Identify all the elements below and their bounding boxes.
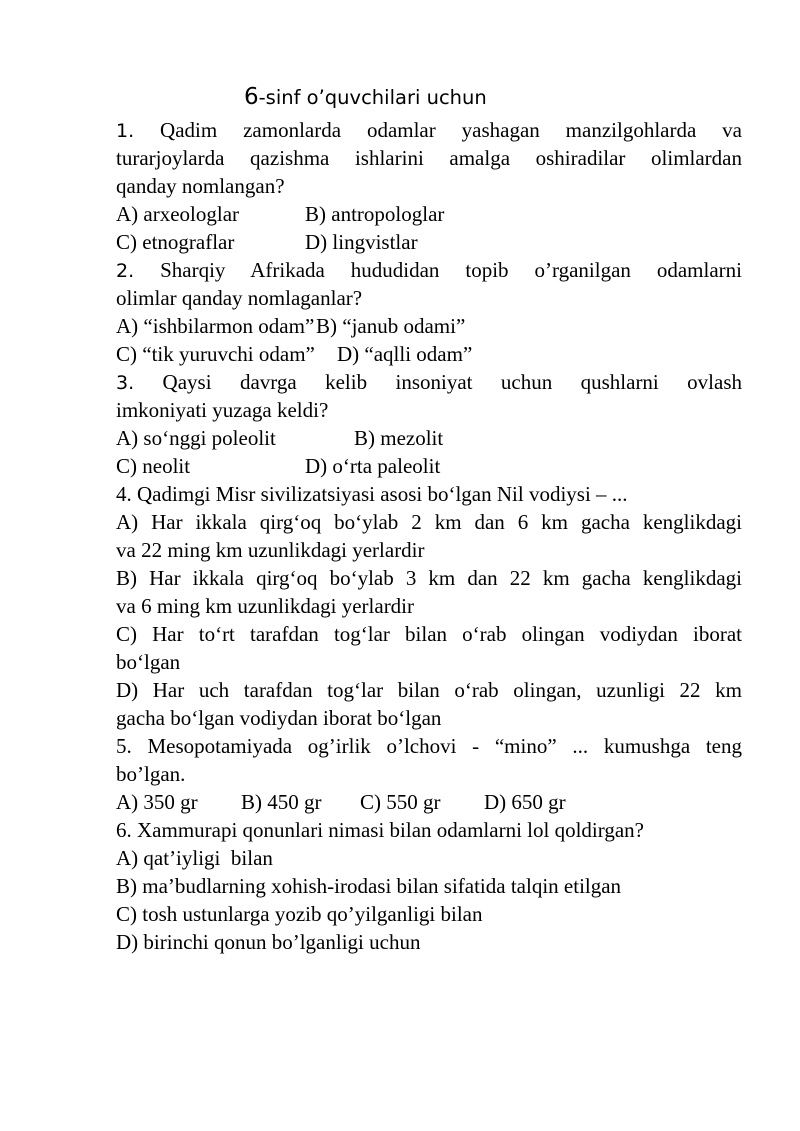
question-4-option-c-line-2: bo‘lgan bbox=[116, 650, 181, 674]
question-1-text-1: Qadim zamonlarda odamlar yashagan manzilgohlarda va bbox=[160, 118, 742, 142]
question-3-options-ab bbox=[116, 424, 742, 452]
question-3-option-a: A) so‘nggi poleolit bbox=[116, 426, 276, 450]
question-3 bbox=[116, 368, 742, 480]
question-1-option-a: A) arxeologlar bbox=[116, 202, 240, 226]
question-3-option-b: B) mezolit bbox=[354, 426, 444, 450]
question-1-options-cd bbox=[116, 228, 742, 256]
question-6-option-b: B) ma’budlarning xohish-irodasi bilan sifatida talqin etilgan bbox=[116, 874, 622, 898]
page-title bbox=[244, 83, 487, 112]
question-4-option-d-line-1: D) Har uch tarafdan tog‘lar bilan o‘rab olingan, uzunligi 22 km bbox=[116, 678, 742, 702]
question-1-number: 1. bbox=[116, 120, 135, 142]
title-grade-number: 6 bbox=[244, 84, 259, 110]
question-2-text-1: Sharqiy Afrikada hududidan topib o’rganilgan odamlarni bbox=[160, 258, 742, 282]
question-4 bbox=[116, 480, 742, 732]
title-text: -sinf o’quvchilari uchun bbox=[258, 86, 487, 109]
question-3-option-d: D) o‘rta paleolit bbox=[305, 454, 441, 478]
question-3-line-1 bbox=[116, 368, 742, 396]
question-5-option-d: D) 650 gr bbox=[484, 790, 566, 814]
question-3-line-2: imkoniyati yuzaga keldi? bbox=[116, 398, 329, 422]
question-2-option-b: B) “janub odami” bbox=[316, 314, 466, 338]
question-6-line-1: 6. Xammurapi qonunlari nimasi bilan odamlarni lol qoldirgan? bbox=[116, 818, 645, 842]
question-1-option-d: D) lingvistlar bbox=[305, 230, 418, 254]
question-3-text-1: Qaysi davrga kelib insoniyat uchun qushlarni ovlash bbox=[162, 370, 742, 394]
question-6 bbox=[116, 816, 742, 956]
question-list bbox=[116, 116, 742, 956]
question-5-option-a: A) 350 gr bbox=[116, 790, 198, 814]
question-4-option-a-line-1: A) Har ikkala qirg‘oq bo‘ylab 2 km dan 6 km gacha kenglikdagi bbox=[116, 510, 742, 534]
question-2-number: 2. bbox=[116, 260, 135, 282]
question-3-options-cd bbox=[116, 452, 742, 480]
question-2-options-cd bbox=[116, 340, 742, 368]
question-1-line-1 bbox=[116, 116, 742, 144]
question-6-option-c: C) tosh ustunlarga yozib qo’yilganligi bilan bbox=[116, 902, 483, 926]
question-5-option-b: B) 450 gr bbox=[241, 790, 322, 814]
question-1-option-c: C) etnograflar bbox=[116, 230, 235, 254]
question-4-option-c-line-1: C) Har to‘rt tarafdan tog‘lar bilan o‘rab olingan vodiydan iborat bbox=[116, 622, 742, 646]
question-4-option-a-line-2: va 22 ming km uzunlikdagi yerlardir bbox=[116, 538, 425, 562]
question-2-option-c: C) “tik yuruvchi odam” bbox=[116, 342, 315, 366]
question-5-option-c: C) 550 gr bbox=[360, 790, 441, 814]
question-3-number: 3. bbox=[116, 372, 135, 394]
question-6-option-a: A) qat’iyligi bilan bbox=[116, 846, 273, 870]
question-2-line-1 bbox=[116, 256, 742, 284]
question-4-option-b-line-1: B) Har ikkala qirg‘oq bo‘ylab 3 km dan 22 km gacha kenglikdagi bbox=[116, 566, 742, 590]
question-3-option-c: C) neolit bbox=[116, 454, 191, 478]
question-2-options-ab bbox=[116, 312, 742, 340]
question-4-option-d-line-2: gacha bo‘lgan vodiydan iborat bo‘lgan bbox=[116, 706, 442, 730]
question-1-option-b: B) antropologlar bbox=[305, 202, 445, 226]
question-6-option-d: D) birinchi qonun bo’lganligi uchun bbox=[116, 930, 421, 954]
question-2-line-2: olimlar qanday nomlaganlar? bbox=[116, 286, 363, 310]
question-1-options-ab bbox=[116, 200, 742, 228]
question-1-line-2: turarjoylarda qazishma ishlarini amalga oshiradilar olimlardan bbox=[116, 146, 742, 170]
question-4-line-1: 4. Qadimgi Misr sivilizatsiyasi asosi bo‘lgan Nil vodiysi – ... bbox=[116, 482, 628, 506]
question-1-line-3: qanday nomlangan? bbox=[116, 174, 285, 198]
question-5-line-1: 5. Mesopotamiyada og’irlik o’lchovi - “mino” ... kumushga teng bbox=[116, 734, 742, 758]
question-1 bbox=[116, 116, 742, 256]
question-5-line-2: bo’lgan. bbox=[116, 762, 186, 786]
question-2 bbox=[116, 256, 742, 368]
question-5 bbox=[116, 732, 742, 816]
question-2-option-a: A) “ishbilarmon odam” bbox=[116, 314, 315, 338]
question-4-option-b-line-2: va 6 ming km uzunlikdagi yerlardir bbox=[116, 594, 415, 618]
question-5-options bbox=[116, 788, 742, 816]
question-2-option-d: D) “aqlli odam” bbox=[337, 342, 473, 366]
